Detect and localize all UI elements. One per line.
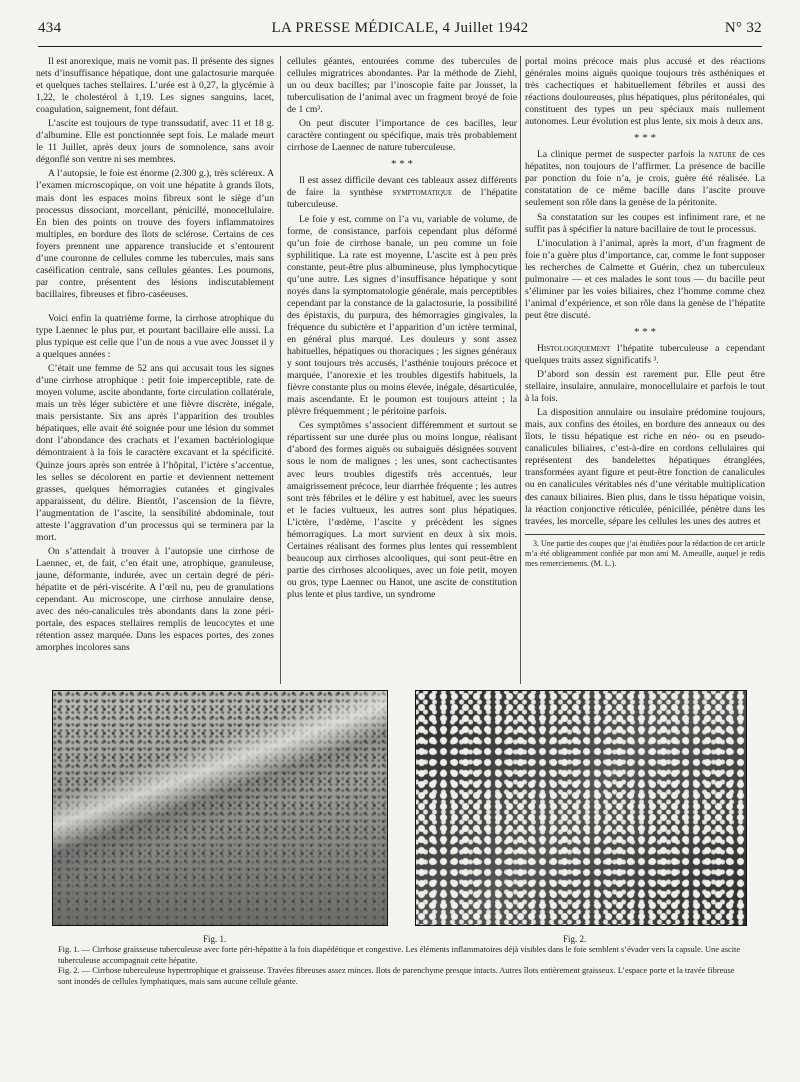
paragraph: C’était une femme de 52 ans qui accusait tous les signes d’une cirrhose atrophique : petit foie imperceptible, rate de moyen volume, ascite abondante, forte circulation collatérale, mais un très léger subictère et une fièvre discrète, inégale, mais persistante. Six ans après l’apparition des troubles hépatiques, elle avait été soignée pour une lésion du sommet dont l’abondance des crachats et l’examen bactériologique démontraient à la fois le caractère excavant et la spécificité. Quinze jours après son entrée à l’hôpital, l’ictère s’accentue, les selles se décolorent en partie et deviennent nettement grasses, quelques hémorragies cutanées et gingivales apparaissent, du délire. Bientôt, l’ascension de la fièvre, l’augmentation de l’ascite, la sensibilité abdominale, tout atteste l’aggravation d’un processus qui se terminera par la mort. <box>36 363 274 543</box>
column-divider <box>280 56 281 684</box>
section-separator: * * * <box>634 132 656 145</box>
figure-legend <box>58 945 748 987</box>
journal-title: LA PRESSE MÉDICALE, 4 Juillet 1942 <box>271 20 529 36</box>
paragraph: L’ascite est toujours de type transsudatif, avec 11 et 18 g. d’albumine. Elle est ponctionnée sept fois. Le malade meurt le 11 Juillet, après deux jours de somnolence, sans avoir dégonflé son ventre ni ses membres. <box>36 118 274 166</box>
column-divider <box>520 56 521 684</box>
paragraph: La disposition annulaire ou insulaire prédomine toujours, mais, aux confins des étoiles, en bordure des anneaux ou des îlots, le tissu hépatique est riche en néo- ou en pseudo-canalicules biliaires, c’est-à-dire en cordons cellulaires qui représentent des bandelettes hépatiques étranglées, transformées ayant figure et peut-être fonction de canalicules ou en canalicules véritables nés d’une véritable multiplication des canaux biliaires. Bien plus, dans le tissu hépatique voisin, la réaction conjonctive réticulée, pénicillée, pénètre dans les travées, les morcelle, sépare les cellules les unes des autres et <box>525 407 765 527</box>
footnote: 3. Une partie des coupes que j’ai étudiées pour la rédaction de cet article m’a été obligeamment confiée par mon ami M. Ameuille, auquel je redis mes remerciements. (M. L.). <box>525 534 765 569</box>
paragraph: portal moins précoce mais plus accusé et des réactions générales moins aiguës quoique toujours très asthéniques et très cachectiques et habituellement fébriles et aussi des réactions douloureuses, plus hépatiques, plus péritonéales, qui constituent des types un peu spéciaux mais nullement autonomes. Leur évolution est plus lente, six mois à deux ans. <box>525 56 765 128</box>
figure-1-micrograph <box>52 690 388 926</box>
paragraph: D’abord son dessin est rarement pur. Elle peut être stellaire, insulaire, annulaire, monocellulaire et parfois le tout à la fois. <box>525 369 765 405</box>
section-separator: * * * <box>634 325 656 338</box>
paragraph: Voici enfin la quatrième forme, la cirrhose atrophique du type Laennec le plus pur, et pourtant bacillaire elle aussi. La plus typique est celle que l’un de nous a vue avec Jousset il y a quelques années : <box>36 312 274 361</box>
paragraph: Il est assez difficile devant ces tableaux assez différents de faire la synthèse symptomatique de l’hépatite tuberculeuse. <box>287 175 517 211</box>
paragraph: La clinique permet de suspecter parfois la nature de ces hépatites, non toujours de l’affirmer. La présence de bacille par ponction du foie n’a, je crois, guère été réalisée. La constatation de ce même bacille dans l’ascite prouve seulement son rôle dans la genèse de la péritonite. <box>525 149 765 209</box>
paragraph: Ces symptômes s’associent différemment et surtout se répartissent sur une durée plus ou moins longue, réalisant d’abord des formes aiguës ou subaiguës désignées souvent sous le nom de malignes ; les unes, sont cachectisantes avec leurs troubles digestifs très accentués, leur amaigrissement précoce, leur diarrhée fréquente ; les autres sont très fébriles et le délire y est habituel, avec les sueurs et le facies vultueux, les autres sont plus hépatiques. L’ictère, l’œdème, l’ascite y précèdent les signes hémorragiques. La mort survient en deux à six mois. Certaines réalisant des formes plus lentes qui ressemblent beaucoup aux cirrhoses alcooliques, qui sont peut-être en partie des cirrhoses alcooliques, avec un foie petit, moyen ou gros, type Laennec ou Hanot, une ascite de constitution plus lente et plus tardive, un syndrome <box>287 420 517 600</box>
legend-fig-1: Fig. 1. — Cirrhose graisseuse tuberculeuse avec forte péri-hépatite à la fois diapédétique et congestive. Les éléments inflammatoires déjà visibles dans le foie semblent s’évader vers la capsule. Une ascite tuberculeuse accompagnait cette hépatite. <box>58 945 741 965</box>
text-column-1 <box>36 56 274 656</box>
paragraph: L’inoculation à l’animal, après la mort, d’un fragment de foie n’a guère plus d’importance, car, comme le font supposer les recherches de Calmette et Guérin, chez un tuberculeux pulmonaire — et ces malades le sont tous — du bacille peut s’éliminer par les voies biliaires, chez l’homme comme chez l’animal d’expérience, et son rôle dans la genèse de l’hépatite peut être discuté. <box>525 237 765 321</box>
paragraph: A l’autopsie, le foie est énorme (2.300 g.), très scléreux. A l’examen microscopique, on voit une hépatite à grands îlots, mais dont les espaces moins fibreux sont le siège d’un processus dissociant, morcellant, pénicillé, monocellulaire. En bien des points on trouve des foyers inflammatoires multiples, en bordure des îlots de sclérose. Certains de ces foyers prennent une apparence translucide et s’entourent d’une couronne de cellules comme les tubercules, mais sans caséification centrale, sans cellules géantes. Les poumons, par contre, présentent des lésions indiscutablement bacillaires, fibreuses et fibro-caséeuses. <box>36 168 274 300</box>
paragraph: On peut discuter l’importance de ces bacilles, leur caractère contingent ou spécifique, mais très probablement cirrhose de Laennec de nature tuberculeuse. <box>287 118 517 154</box>
paragraph: Histologiquement l’hépatite tuberculeuse a cependant quelques traits assez significatifs ³. <box>525 342 765 366</box>
figure-2-label: Fig. 2. <box>563 934 587 944</box>
issue-number: N° 32 <box>724 20 762 36</box>
paragraph: Le foie y est, comme on l’a vu, variable de volume, de forme, de consistance, parfois cependant plus déformé qu’un foie de cirrhose banale, un peu comme un foie syphilitique. La rate est moyenne, L’ascite est à peu près constante, peut-être plus albumineuse, plus lymphocytique qu’une autre. Les signes d’insuffisance hépatique y sont noyés dans la symptomatologie générale, mais perceptibles cependant par la constance de la galactosurie, la possibilité des épistaxis, du purpura, des hémorragies gingivales, la fréquence du subictère et l’apparition d’un ictère terminal, en général plus marqué. Les douleurs y sont assez habituelles, hépatiques ou thoraciques ; les signes généraux y sont toujours très accusés, l’asthénie toujours précoce et marquée, l’anorexie et les troubles digestifs habituels, la fièvre constante plus ou moins élevée, inégale, désarticulée, mais ascendante. Et le poumon est toujours atteint ; la plèvre fréquemment ; le péritoine parfois. <box>287 213 517 418</box>
section-separator: * * * <box>391 158 413 171</box>
figure-2-micrograph <box>415 690 747 926</box>
legend-fig-2: Fig. 2. — Cirrhose tuberculeuse hypertrophique et graisseuse. Travées fibreuses assez minces. Ilots de parenchyme presque intacts. Autres îlots entièrement graisseux. L’espace porte et la travée fibreuse sont inondés de cellules lymphatiques, mais sans aucune cellule géante. <box>58 966 735 986</box>
figure-1-label: Fig. 1. <box>203 934 227 944</box>
paragraph: Sa constatation sur les coupes est infiniment rare, et ne suffit pas à spécifier la nature bacillaire de tout le processus. <box>525 211 765 235</box>
page-header <box>38 18 762 44</box>
page-number: 434 <box>38 20 62 36</box>
text-column-2 <box>287 56 517 603</box>
paragraph: Il est anorexique, mais ne vomit pas. Il présente des signes nets d’insuffisance hépatique, dont une galactosurie marquée et quelques taches stellaires. L’urée est à 0,27, la glycémie à 1,22, le cholestérol à 1,19. Les signes sanguins, lacet, coagulation, saignement, font défaut. <box>36 56 274 116</box>
paragraph: On s’attendait à trouver à l’autopsie une cirrhose de Laennec, et, de fait, c’en était une, atrophique, granuleuse, jaune, déformante, indurée, avec un certain degré de péri-hépatite et de péri-viscérite. A l’œil nu, peu de granulations cependant. Au microscope, une cirrhose annulaire dense, avec des néo-canalicules très abondants dans la zone péri-portale, des espaces stellaires remplis de leucocytes et une rétention assez marquée. Dans les espaces portes, des zones amorphes incolores sans <box>36 545 274 654</box>
text-column-3 <box>525 56 765 569</box>
paragraph: cellules géantes, entourées comme des tubercules de cellules migratrices abondantes. Par la méthode de Ziehl, un ou deux bacilles; par l’inoscopie faite par Jousset, la tuberculisation de l’animal avec un fragment broyé de foie de 1 cm³. <box>287 56 517 116</box>
header-rule <box>38 46 762 47</box>
